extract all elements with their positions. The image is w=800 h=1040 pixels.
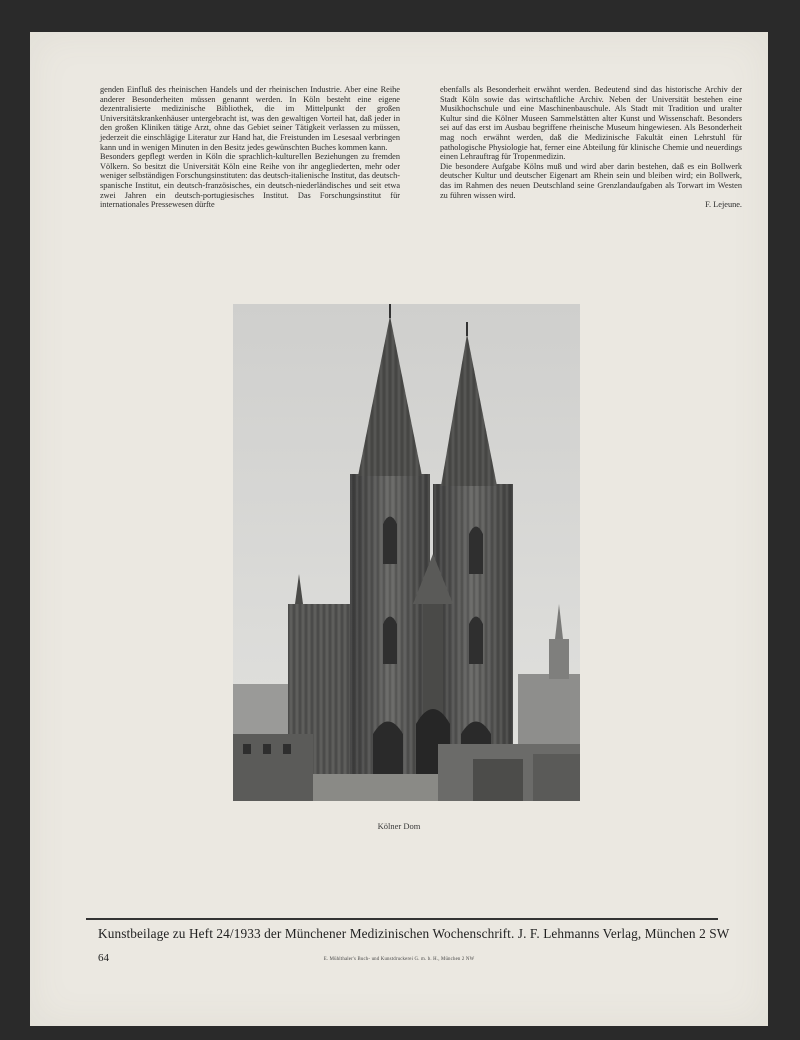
footer-publication-line: Kunstbeilage zu Heft 24/1933 der Münchener Medizinischen Wochenschrift. J. F. Lehmanns Verlag, München 2 SW: [98, 926, 730, 941]
document-page: [30, 32, 768, 1026]
article-paragraph: ebenfalls als Besonderheit erwähnt werden. Bedeutend sind das historische Archiv der Stadt Köln sowie das wirtschaftliche Archiv. Neben der Universität bestehen eine Musikhochschule und eine Maschinenbauschule. Als Stadt mit Tradition und uralter Kultur sind die Kölner Museen Sammelstätten alter Kunst und Wissenschaft. Besonders sei auf das erst im Ausbau begriffene rheinische Museum hingewiesen. Als Besonderheit mag noch erwähnt werden, daß die Medizinische Fakultät einen Lehrstuhl für pathologische Physiologie hat, ferner eine Abteilung für klinische Chemie und neuerdings einen Lehrauftrag für Tropenmedizin.: [440, 85, 742, 162]
printer-imprint: E. Mühlthaler's Buch- und Kunstdruckerei G. m. b. H., München 2 NW: [323, 957, 475, 962]
article-column-left: [100, 85, 400, 210]
page-number: 64: [98, 952, 109, 964]
photo-caption: Kölner Dom: [377, 821, 421, 831]
article-paragraph: Besonders gepflegt werden in Köln die sprachlich-kulturellen Beziehungen zu fremden Völkern. So besitzt die Universität Köln eine Reihe von ihr angegliederten, mehr oder weniger selbständigen Forschungsinstituten: das deutsch-italienische Institut, das deutsch-spanische Institut, ein deutsch-französisches, ein deutsch-niederländisches und seit etwa zwei Jahren ein deutsch-portugiesisches Institut. Das Forschungsinstitut für internationales Pressewesen dürfte: [100, 152, 400, 210]
cathedral-photo: [233, 304, 580, 801]
article-paragraph: genden Einfluß des rheinischen Handels und der rheinischen Industrie. Aber eine Reihe anderer Besonderheiten müssen genannt werden. In Köln besteht eine eigene dezentralisierte medizinische Bibliothek, die im Mittelpunkt der großen Universitätskrankenhäuser untergebracht ist, was den gewaltigen Vorteil hat, daß jeder in den großen Kliniken tätige Arzt, ohne das Gebiet seiner Tätigkeit verlassen zu müssen, jederzeit die einschlägige Literatur zur Hand hat, die Freistunden im Lesesaal verbringen kann und in wenigen Minuten in den Besitz jedes gewünschten Buches kommen kann.: [100, 85, 400, 152]
article-column-right: [440, 85, 742, 210]
author-signature: F. Lejeune.: [705, 200, 742, 210]
article-paragraph: Die besondere Aufgabe Kölns muß und wird aber darin bestehen, daß es ein Bollwerk deutscher Kultur und deutscher Eigenart am Rhein sein und bleiben wird; ein Bollwerk, das im Rahmen des neuen Deutschland seine Grenzlandaufgaben als Torwart im Westen zu führen wissen wird.: [440, 161, 742, 200]
footer-divider: [86, 918, 718, 920]
